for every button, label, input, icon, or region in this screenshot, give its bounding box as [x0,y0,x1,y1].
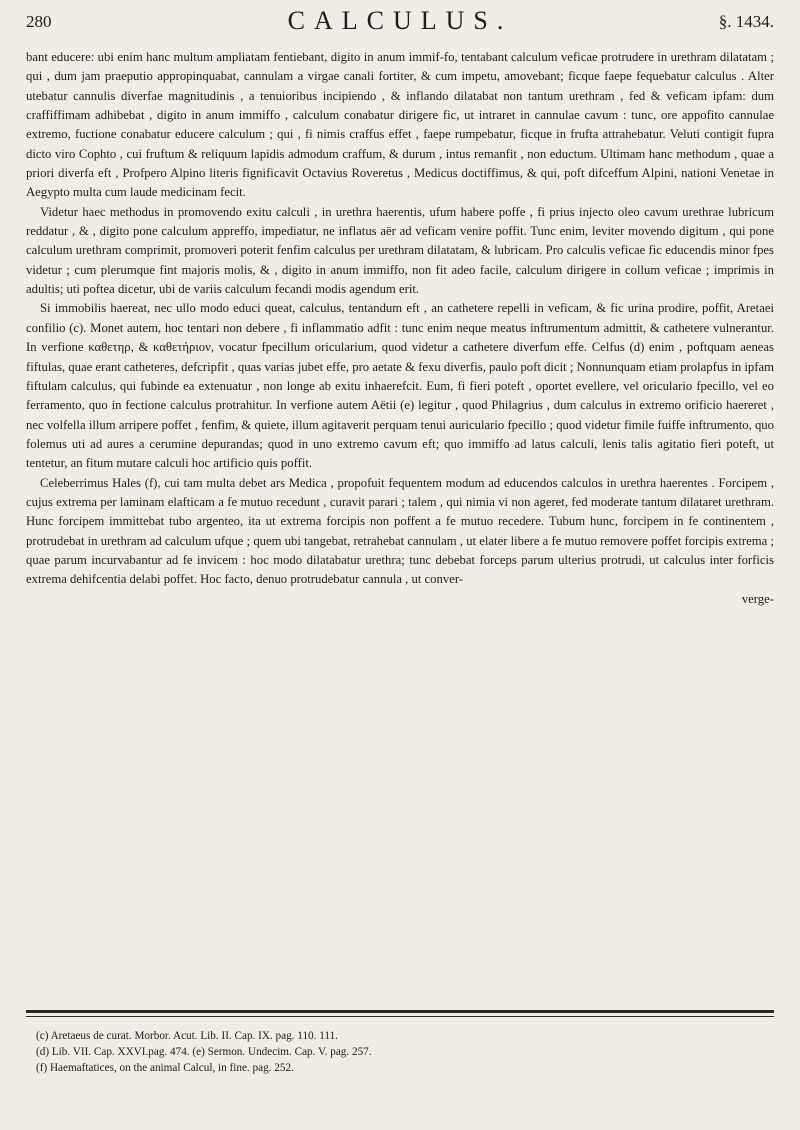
paragraph: Celeberrimus Hales (f), cui tam multa debet ars Medica , propofuit fequentem modum ad educendos calculos in urethra haerentes . Forcipem , cujus extrema per laminam elafticam a fe mutuo recedunt , curavit parari ; talem , qui nimia vi non ageret, fed moderate tantum dilataret urethram. Hunc forcipem immittebat tubo argenteo, ita ut extrema forcipis non poffent a fe mutuo recedere. Tubum hunc, forcipem in fe continentem , protrudebat in urethram ad calculum ufque ; quem ubi tangebat, retrahebat cannulam , ut elater libere a fe mutuo removere poffet forcipis extrema ; quae parum incurvabantur ad fe invicem : hoc modo dilatabatur urethra; tunc debebat forceps parum ulterius protrudi, ut calculus inter forficis extrema dehifcentia delabi poffet. Hoc facto, denuo protrudebatur cannula , ut conver- [26,475,774,587]
footnotes [36,1028,774,1076]
footnote-rule-thin [26,1016,774,1017]
paragraph: Si immobilis haereat, nec ullo modo educi queat, calculus, tentandum eft , an cathetere repelli in veficam, & fic urina prodire, poffit, Aretaei confilio (c). Monet autem, hoc tentari non debere , fi inflammatio adfit : tunc enim neque meatus inftrumentum admittit, & cathetere vulnerantur. In verfione καθετηρ, & καθετήριον, vocatur fpecillum oricularium, quod videtur a cathetere diverfum effe. Celfus (d) enim , poftquam aeneas fiftulas, quae erant catheteres, defcripfit , quas varias jubet effe, pro aetate & fexu diverfis, paulo poft dicit ; Nonnunquam etiam prolapfus in ipfam fiftulam calculus, qui fubinde ea extenuatur , non longe ab exitu inhaerefcit. Eum, fi fieri poteft , oportet evellere, vel oriculario fpecillo, vel eo ferramento, quo in fectione calculus protrahitur. In verfione autem Aëtii (e) legitur , quod Philagrius , dum calculus in extremo orificio haereret , nec volfella illum arripere poffet , fenfim, & quiete, illum agitaverit perquam tenui auriculario fpecillo ; quod videtur fimile fuiffe inftrumento, quo folemus uti ad aures a cerumine depurandas; quod in uno extremo cavum eft; quo immiffo ad latus calculi, lenis talis agitatio fieri poteft, ut tentetur, an fitum mutare calculi hoc artificio quis poffit. [26,301,774,471]
catchword: verge- [741,591,774,606]
paragraph: bant educere: ubi enim hanc multum ampliatam fentiebant, digito in anum immif-fo, tentabant calculum veficae protrudere in urethram dilatatam ; qui , dum jam praeputio appropinquabat, cannulam a virgae canali fortiter, & cum impetu, amovebant; ficque faepe fequebatur calculus . Alter utebatur cannulis diverfae magnitudinis , a tenuioribus incipiendo , & inflando dilatabat non tantum urethram , fed & veficam ipfam: dum craffiffimam adhibebat , digito in anum immiffo , calculum conabatur dirigere fic, ut intraret in cannulae cavum : tunc, ore appofito cannulae extremo, fuctione conabatur educere calculum ; qui , fi nimis craffus effet , faepe rumpebatur, ficque in frufta attrahebatur. Veluti contigit fupra dicto viro Cophto , cui fruftum & reliquum lapidis admodum craffum, & durum , intus remanfit , non eductum. Ultimam hanc methodum , quae a priori diverfa eft , Profpero Alpino literis fignificavit Octavius Roveretus , Medicus doctiffimus, & qui, poft difceffum Alpini, nationi Venetae in Aegypto multa cum laude medicinam fecit. [26,50,774,200]
paragraph: Videtur haec methodus in promovendo exitu calculi , in urethra haerentis, ufum habere poffe , fi prius injecto oleo cavum urethrae lubricum reddatur , & , digito pone calculum appreffo, impediatur, ne inflatus aër ad veficam venire poffit. Tunc enim, leviter movendo digitum , qui pone calculum urethram comprimit, promoveri poterit fenfim calculus per urethram dilatatam, & lubricam. Pro calculis veficae fic educendis minor fpes videtur ; cum plerumque fint majoris molis, & , digito in anum immiffo, non fit adeo facile, calculum dirigere in collum veficae ; imprimis in adultis; uti poftea dicetur, ubi de variis calculum fecandi modis agendum erit. [26,204,774,297]
footnote: (c) Aretaeus de curat. Morbor. Acut. Lib. II. Cap. IX. pag. 110. 111. [36,1030,338,1042]
running-title: CALCULUS. [287,6,513,35]
footnote-rule [26,1010,774,1013]
footnote: (f) Haemaftatices, on the animal Calcul, in fine. pag. 252. [36,1062,294,1074]
main-text [26,48,774,609]
page-number: 280 [26,12,52,31]
section-number: §. 1434. [718,12,774,31]
page-header [26,6,774,46]
footnote: (d) Lib. VII. Cap. XXVI.pag. 474. (e) Sermon. Undecim. Cap. V. pag. 257. [36,1046,372,1058]
